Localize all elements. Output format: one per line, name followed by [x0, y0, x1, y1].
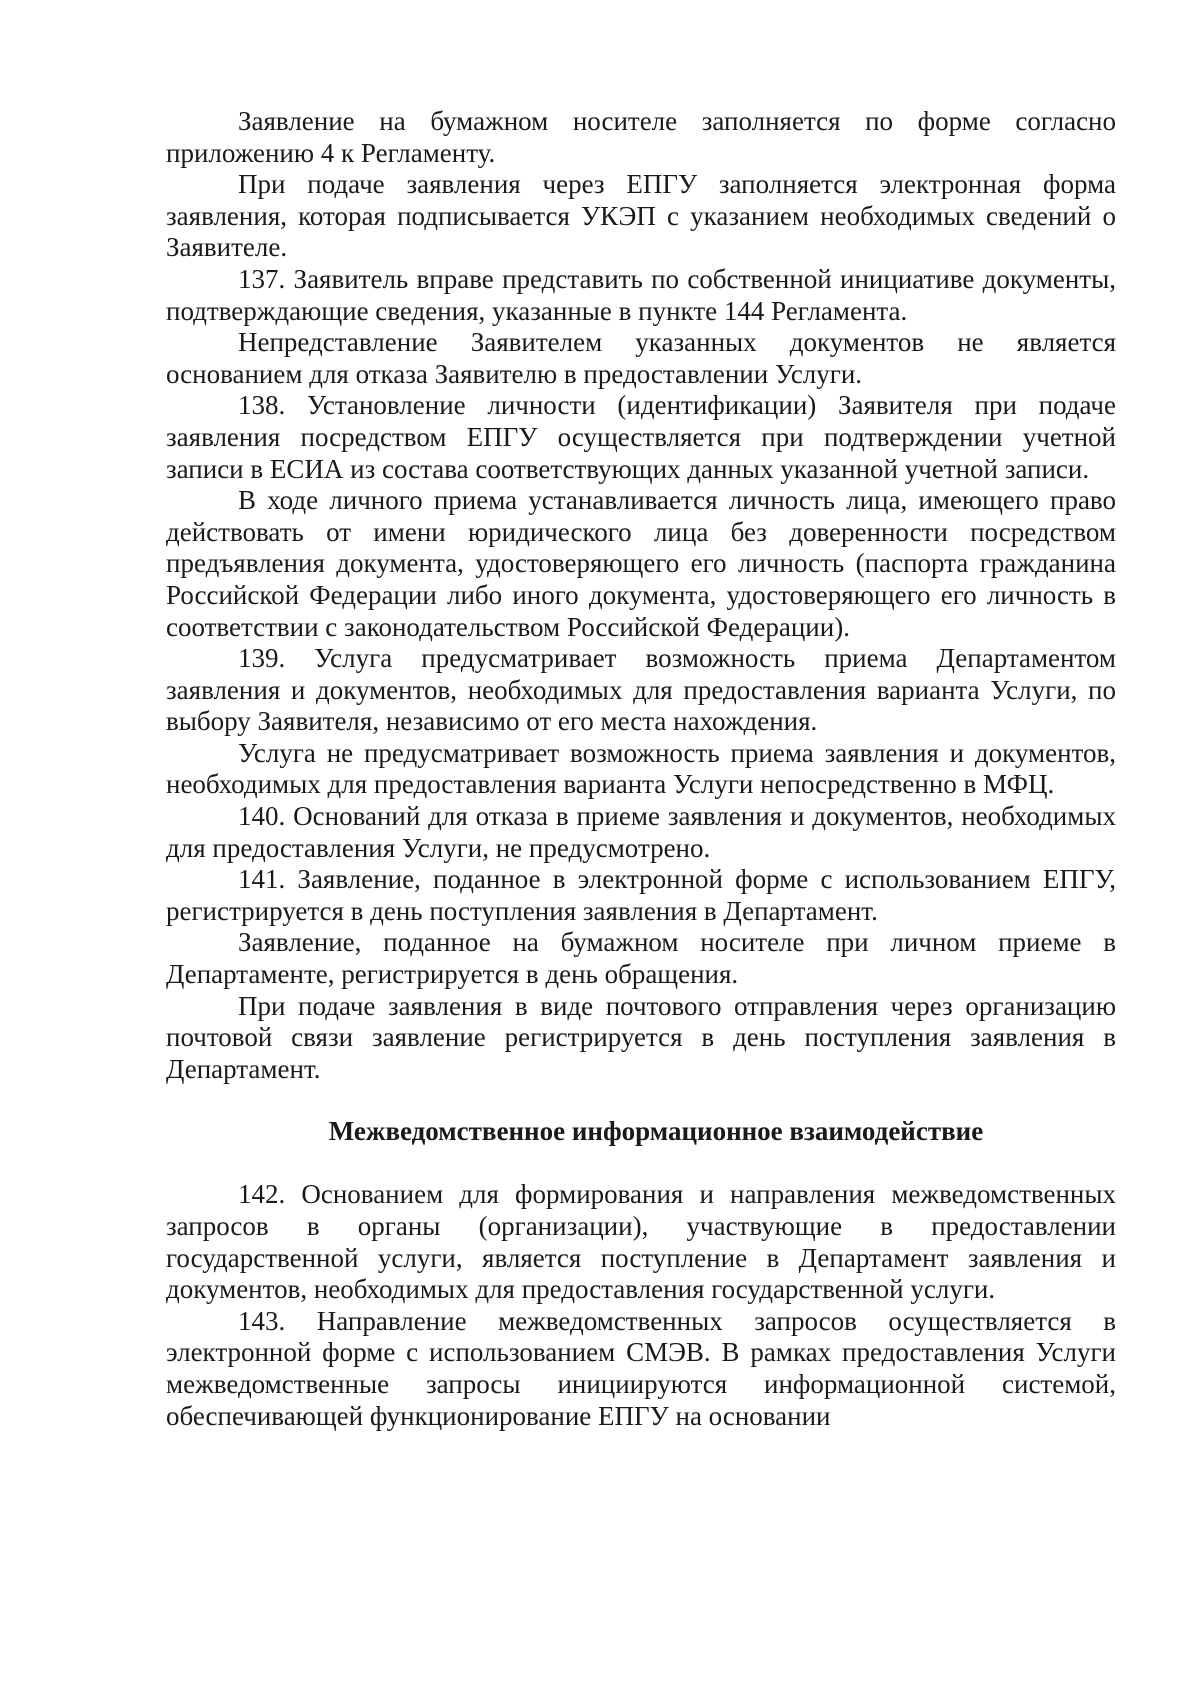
- paragraph: 141. Заявление, поданное в электронной форме с использованием ЕПГУ, регистрируется в день поступления заявления в Департамент.: [166, 864, 1116, 926]
- paragraph: Услуга не предусматривает возможность приема заявления и документов, необходимых для предоставления варианта Услуги непосредственно в МФЦ.: [166, 737, 1116, 800]
- paragraph: 137. Заявитель вправе представить по собственной инициативе документы, подтверждающие сведения, указанные в пункте 144 Регламента.: [166, 263, 1116, 326]
- paragraph: 142. Основанием для формирования и направления межведомственных запросов в органы (организации), участвующие в предоставлении государственной услуги, является поступление в Департамент заявления и документов, необходимых для предоставления государственной услуги.: [166, 1179, 1116, 1305]
- document-body: [166, 106, 1116, 1432]
- paragraph: При подаче заявления в виде почтового отправления через организацию почтовой связи заявление регистрируется в день поступления заявления в Департамент.: [166, 990, 1116, 1084]
- paragraph: Заявление, поданное на бумажном носителе при личном приеме в Департаменте, регистрируется в день обращения.: [166, 927, 1116, 990]
- paragraph: 140. Оснований для отказа в приеме заявления и документов, необходимых для предоставления Услуги, не предусмотрено.: [166, 801, 1116, 863]
- paragraph: Заявление на бумажном носителе заполняется по форме согласно приложению 4 к Регламенту.: [166, 106, 1116, 168]
- paragraph: 138. Установление личности (идентификации) Заявителя при подаче заявления посредством ЕПГУ осуществляется при подтверждении учетной записи в ЕСИА из состава соответствующих данных указанной учетной записи.: [166, 390, 1116, 484]
- paragraph: 139. Услуга предусматривает возможность приема Департаментом заявления и документов, необходимых для предоставления варианта Услуги, по выбору Заявителя, независимо от его места нахождения.: [166, 643, 1116, 737]
- paragraph: 143. Направление межведомственных запросов осуществляется в электронной форме с использованием СМЭВ. В рамках предоставления Услуги межведомственные запросы инициируются информационной системой, обеспечивающей функционирование ЕПГУ на основании: [166, 1305, 1116, 1431]
- paragraph: При подаче заявления через ЕПГУ заполняется электронная форма заявления, которая подписывается УКЭП с указанием необходимых сведений о Заявителе.: [166, 169, 1116, 263]
- paragraph: Непредставление Заявителем указанных документов не является основанием для отказа Заявителю в предоставлении Услуги.: [166, 327, 1116, 389]
- section-heading: Межведомственное информационное взаимодействие: [328, 1116, 984, 1147]
- paragraph: В ходе личного приема устанавливается личность лица, имеющего право действовать от имени юридического лица без доверенности посредством предъявления документа, удостоверяющего его личность (паспорта гражданина Российской Федерации либо иного документа, удостоверяющего его личность в соответствии с законодательством Российской Федерации).: [166, 485, 1116, 642]
